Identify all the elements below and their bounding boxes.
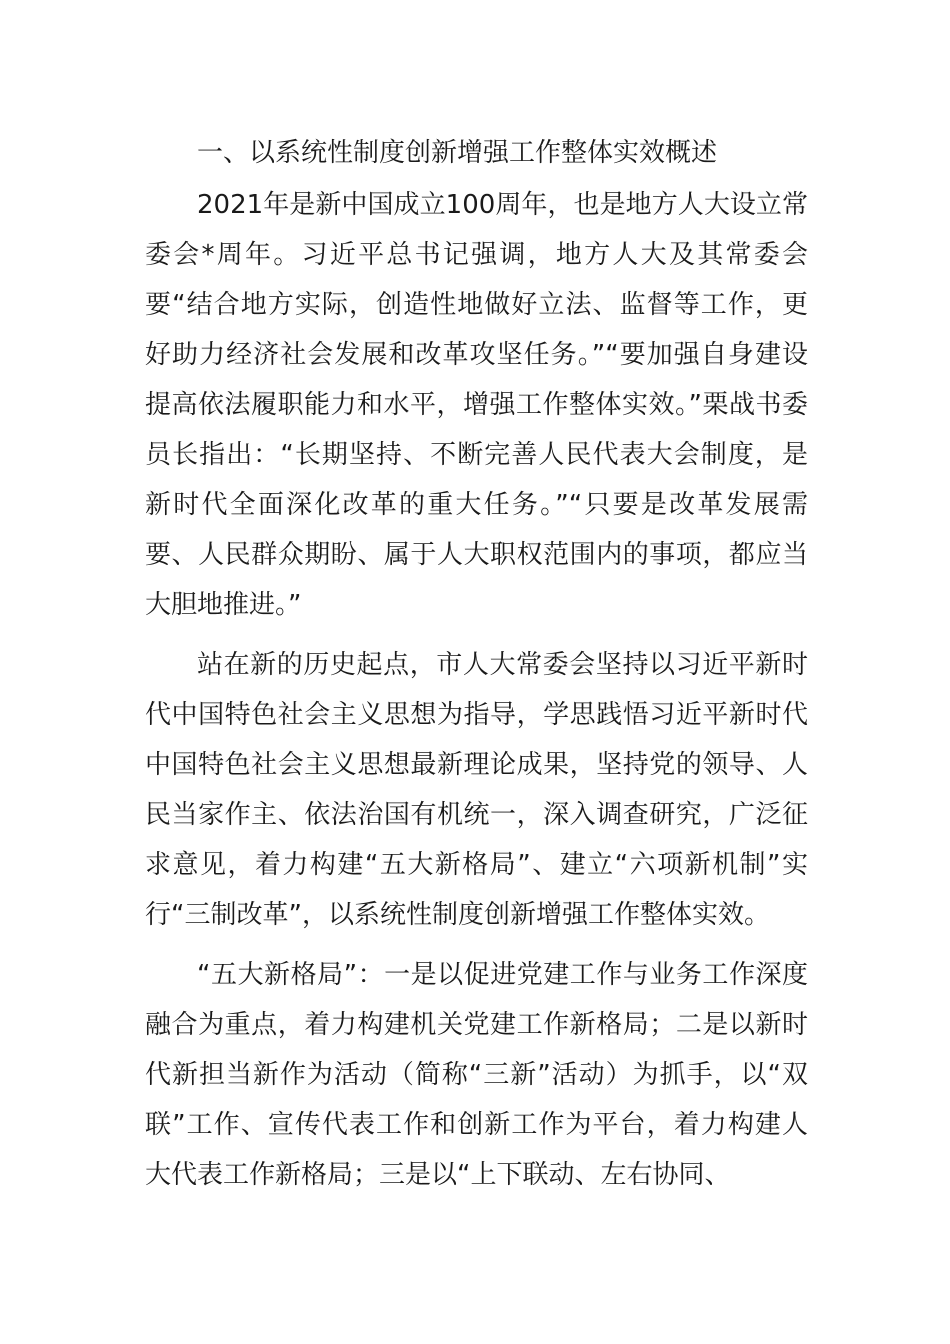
paragraph-intro: 2021年是新中国成立100周年，也是地方人大设立常委会*周年。习近平总书记强调，地方人大及其常委会要“结合地方实际，创造性地做好立法、监督等工作，更好助力经济社会发展和改革攻坚任务。”“要加强自身建设提高依法履职能力和水平，增强工作整体实效。”栗战书委员长指出：“长期坚持、不断完善人民代表大会制度，是新时代全面深化改革的重大任务。”“只要是改革发展需要、人民群众期盼、属于人大职权范围内的事项，都应当大胆地推进。” xyxy=(145,190,808,620)
paragraph-new-starting-point: 站在新的历史起点，市人大常委会坚持以习近平新时代中国特色社会主义思想为指导，学思践悟习近平新时代中国特色社会主义思想最新理论成果，坚持党的领导、人民当家作主、依法治国有机统一，深入调查研究，广泛征求意见，着力构建“五大新格局”、建立“六项新机制”实行“三制改革”，以系统性制度创新增强工作整体实效。 xyxy=(145,650,808,930)
section-heading: 一、以系统性制度创新增强工作整体实效概述 xyxy=(197,138,718,168)
paragraph-five-new-patterns: “五大新格局”：一是以促进党建工作与业务工作深度融合为重点，着力构建机关党建工作新格局；二是以新时代新担当新作为活动（简称“三新”活动）为抓手，以“双联”工作、宣传代表工作和创新工作为平台，着力构建人大代表工作新格局；三是以“上下联动、左右协同、 xyxy=(145,960,808,1190)
document-body xyxy=(145,128,808,1200)
